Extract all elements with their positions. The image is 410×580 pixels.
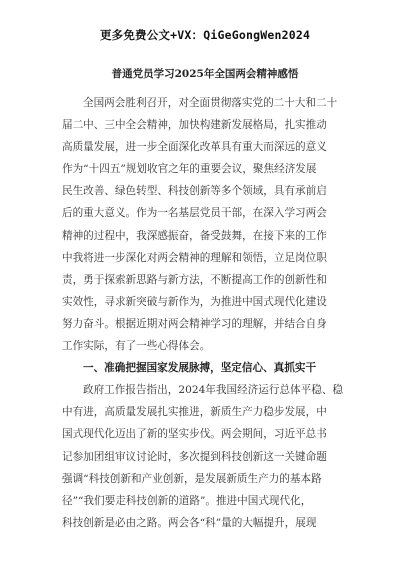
body-line: 国式现代化迈出了新的坚实步伐。两会期间，习近平总书 — [62, 428, 327, 441]
body-line: 中我将进一步深化对两会精神的理解和领悟，立足岗位职 — [62, 251, 327, 264]
body-line: 民生改善、绿色转型、科技创新等多个领域，具有承前启 — [62, 185, 327, 198]
body-line: 中有进，高质量发展扎实推进，新质生产力稳步发展，中 — [62, 406, 327, 419]
body-line: 后的重大意义。作为一名基层党员干部，在深入学习两会 — [62, 207, 327, 220]
document-body — [62, 92, 352, 534]
body-line: 强调“科技创新和产业创新，是发展新质生产力的基本路 — [62, 472, 322, 485]
body-line: 实效性，寻求新突破与新作为，为推进中国式现代化建设 — [62, 295, 327, 308]
body-line: 精神的过程中，我深感振奋，备受鼓舞，在接下来的工作 — [62, 229, 327, 242]
body-line: 记参加团组审议讨论时，多次提到科技创新这一关键命题 — [62, 450, 327, 463]
section-heading: 一、准确把握国家发展脉搏，坚定信心、真抓实干 — [83, 362, 317, 375]
body-line: 工作实际，有了一些心得体会。 — [62, 340, 211, 353]
body-line: 政府工作报告指出，2024年我国经济运行总体平稳、稳 — [83, 384, 344, 397]
body-line: 届二中、三中全会精神，加快构建新发展格局，扎实推动 — [62, 119, 327, 132]
body-line: 责，勇于探索新思路与新方法，不断提高工作的创新性和 — [62, 273, 327, 286]
document-title: 普通党员学习2025年全国两会精神感悟 — [111, 68, 299, 80]
body-line: 全国两会胜利召开，对全面贯彻落实党的二十大和二十 — [83, 97, 338, 109]
body-line: 高质量发展，进一步全面深化改革具有重大而深远的意义 — [62, 141, 327, 154]
body-line: 努力奋斗。根据近期对两会精神学习的理解，并结合自身 — [62, 317, 327, 330]
body-line: 科技创新是必由之路。两会各“科”量的大幅提升，展现 — [62, 516, 317, 529]
promo-banner: 更多免费公文+VX：QiGeGongWen2024 — [99, 28, 311, 42]
body-line: 作为“十四五”规划收官之年的重要会议，聚焦经济发展 — [62, 163, 317, 176]
body-line: 径”“我们要走科技创新的道路”。推进中国式现代化， — [62, 494, 312, 507]
